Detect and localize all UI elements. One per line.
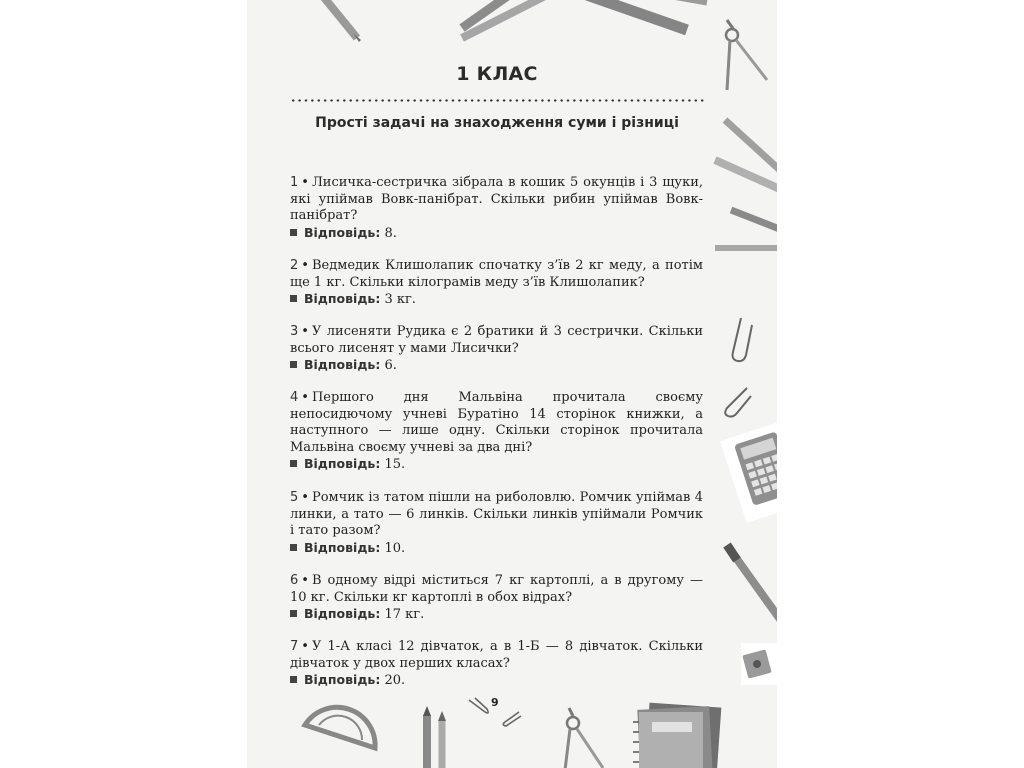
problem-text: У 1-А класі 12 дівчаток, а в 1-Б — 8 дівчаток. Скільки дівчаток у двох перших класах? xyxy=(290,639,703,671)
problem-item: 3 • У лисеняти Рудика є 2 братики й 3 сестрички. Скільки всього лисенят у мами Лисички? Відповідь: 6. xyxy=(290,324,703,373)
answer-bullet xyxy=(290,460,297,467)
pencil-icon xyxy=(423,706,446,768)
pencil-icon xyxy=(715,120,777,248)
problem-item: 7 • У 1-А класі 12 дівчаток, а в 1-Б — 8 дівчаток. Скільки дівчаток у двох перших класах? Відповідь: 20. xyxy=(290,639,703,688)
answer-label: Відповідь: xyxy=(304,539,381,555)
problem-number: 7 xyxy=(290,639,299,654)
problem-number: 1 xyxy=(290,175,299,190)
pencil-icon xyxy=(322,0,361,42)
answer-bullet xyxy=(290,361,297,368)
pencil-icon xyxy=(587,0,707,30)
notebook-icon xyxy=(633,703,721,768)
problem-number: 4 xyxy=(290,390,299,405)
answer-bullet xyxy=(290,229,297,236)
problem-text: В одному відрі міститься 7 кг картоплі, а в другому — 10 кг. Скільки кг картоплі в обох відрах? xyxy=(290,573,703,605)
problem-number: 5 xyxy=(290,490,299,505)
answer-bullet xyxy=(290,544,297,551)
problem-item: 4 • Першого дня Мальвіна прочитала своєму непосидючому учневі Буратіно 14 сторінок книжки, а наступного — лише одну. Скільки сторінок прочитала Мальвіна своєму учневі за два дні? Відповідь: 15. xyxy=(290,390,703,472)
page-number: 9 xyxy=(491,696,499,709)
answer-bullet xyxy=(290,610,297,617)
protractor-icon xyxy=(305,707,375,748)
page-title: 1 КЛАС xyxy=(456,63,538,85)
answer-label: Відповідь: xyxy=(304,672,381,687)
answer-value: 10. xyxy=(384,540,406,556)
problem-text: Ромчик із татом пішли на риболовлю. Ромчик упіймав 4 линки, а тато — 6 линків. Скільки линків упіймали Ромчик і тато разом? xyxy=(290,490,703,538)
compass-icon xyxy=(565,708,603,768)
section-title: Прості задачі на знаходження суми і різниці xyxy=(315,115,679,131)
pen-icon xyxy=(727,545,777,622)
pencil-icon xyxy=(462,0,547,38)
problem-item: 5 • Ромчик із татом пішли на риболовлю. Ромчик упіймав 4 линки, а тато — 6 линків. Скільки линків упіймали Ромчик і тато разом? Відповідь: 10. xyxy=(290,490,703,556)
answer-label: Відповідь: xyxy=(304,224,381,240)
answer-value: 3 кг. xyxy=(384,292,416,307)
problem-text: Лисичка-сестричка зібрала в кошик 5 окунців і 3 щуки, які упіймав Вовк-панібрат. Скільки рибин упіймав Вовк-панібрат? xyxy=(290,175,703,223)
answer-value: 8. xyxy=(384,225,397,241)
answer-label: Відповідь: xyxy=(304,291,381,306)
paperclip-icon xyxy=(725,318,752,417)
sharpener-icon xyxy=(741,643,777,685)
answer-bullet xyxy=(290,295,297,302)
answer-label: Відповідь: xyxy=(304,357,381,372)
problem-text: Першого дня Мальвіна прочитала своєму непосидючому учневі Буратіно 14 сторінок книжки, а наступного — лише одну. Скільки сторінок прочитала Мальвіна своєму учневі за два дні? xyxy=(290,390,703,455)
calculator-icon xyxy=(720,421,777,523)
problem-item: 2 • Ведмедик Клишолапик спочатку з’їв 2 кг меду, а потім ще 1 кг. Скільки кілограмів меду з’їв Клишолапик? Відповідь: 3 кг. xyxy=(290,258,703,307)
problem-text: Ведмедик Клишолапик спочатку з’їв 2 кг меду, а потім ще 1 кг. Скільки кілограмів меду з’їв Клишолапик? xyxy=(290,258,703,290)
answer-label: Відповідь: xyxy=(304,606,381,621)
problem-number: 6 xyxy=(290,573,299,588)
problem-number: 3 xyxy=(290,324,299,339)
answer-value: 20. xyxy=(384,673,406,688)
dotted-divider xyxy=(290,99,704,102)
answer-value: 15. xyxy=(384,457,406,472)
answer-bullet xyxy=(290,676,297,683)
answer-value: 6. xyxy=(384,358,397,373)
textbook-page xyxy=(247,0,777,768)
answer-label: Відповідь: xyxy=(304,456,381,471)
problem-item: 6 • В одному відрі міститься 7 кг картоплі, а в другому — 10 кг. Скільки кг картоплі в обох відрах? Відповідь: 17 кг. xyxy=(290,573,703,622)
answer-value: 17 кг. xyxy=(384,607,425,622)
problem-text: У лисеняти Рудика є 2 братики й 3 сестрички. Скільки всього лисенят у мами Лисички? xyxy=(290,324,703,356)
problem-number: 2 xyxy=(290,258,299,273)
problem-item: 1 • Лисичка-сестричка зібрала в кошик 5 окунців і 3 щуки, які упіймав Вовк-панібрат. Скільки рибин упіймав Вовк-панібрат? Відповідь: 8. xyxy=(290,175,703,241)
